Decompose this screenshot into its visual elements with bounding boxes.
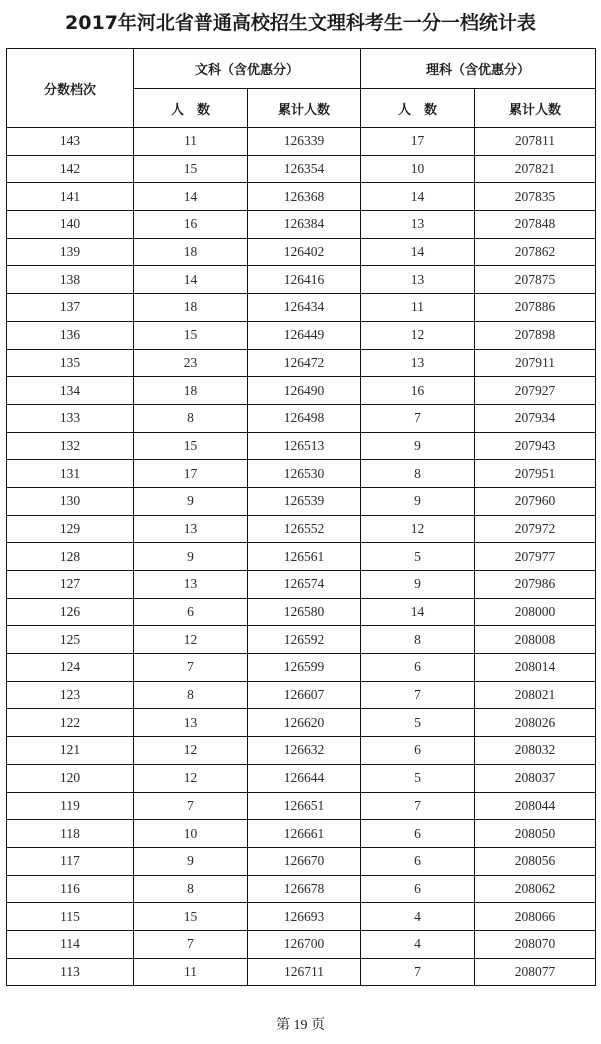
document-title: 2017年河北省普通高校招生文理科考生一分一档统计表: [65, 12, 536, 34]
science-count-cell: 12: [361, 321, 475, 349]
science-count-cell: 6: [361, 847, 475, 875]
science-cumulative-cell: 208014: [475, 654, 596, 682]
arts-cumulative-cell: 126580: [248, 598, 361, 626]
science-cumulative-cell: 207960: [475, 487, 596, 515]
score-cell: 141: [7, 183, 134, 211]
science-cumulative-cell: 207934: [475, 404, 596, 432]
science-cumulative-cell: 207875: [475, 266, 596, 294]
science-cumulative-cell: 208062: [475, 875, 596, 903]
table-row: [7, 709, 596, 737]
table-row: [7, 460, 596, 488]
arts-cumulative-cell: 126711: [248, 958, 361, 986]
table-row: [7, 571, 596, 599]
table-row: [7, 543, 596, 571]
table-row: [7, 128, 596, 156]
score-cell: 131: [7, 460, 134, 488]
score-cell: 114: [7, 930, 134, 958]
science-count-cell: 6: [361, 875, 475, 903]
score-cell: 125: [7, 626, 134, 654]
header-score-band: 分数档次: [7, 49, 134, 128]
arts-cumulative-cell: 126651: [248, 792, 361, 820]
science-cumulative-cell: 208032: [475, 737, 596, 765]
table-row: [7, 820, 596, 848]
table-row: [7, 377, 596, 405]
science-count-cell: 5: [361, 543, 475, 571]
score-cell: 134: [7, 377, 134, 405]
science-count-cell: 13: [361, 349, 475, 377]
science-count-cell: 6: [361, 737, 475, 765]
arts-count-cell: 15: [134, 903, 248, 931]
science-cumulative-cell: 208050: [475, 820, 596, 848]
arts-count-cell: 13: [134, 515, 248, 543]
arts-cumulative-cell: 126599: [248, 654, 361, 682]
arts-count-cell: 6: [134, 598, 248, 626]
header-arts-count: 人 数: [134, 89, 248, 128]
arts-cumulative-cell: 126449: [248, 321, 361, 349]
score-cell: 128: [7, 543, 134, 571]
table-row: [7, 294, 596, 322]
science-cumulative-cell: 208008: [475, 626, 596, 654]
arts-cumulative-cell: 126539: [248, 487, 361, 515]
arts-cumulative-cell: 126384: [248, 211, 361, 239]
score-cell: 143: [7, 128, 134, 156]
science-count-cell: 7: [361, 404, 475, 432]
science-cumulative-cell: 207811: [475, 128, 596, 156]
score-cell: 121: [7, 737, 134, 765]
table-row: [7, 875, 596, 903]
arts-count-cell: 9: [134, 847, 248, 875]
table-row: [7, 487, 596, 515]
score-cell: 118: [7, 820, 134, 848]
table-row: [7, 598, 596, 626]
science-count-cell: 17: [361, 128, 475, 156]
table-row: [7, 681, 596, 709]
science-count-cell: 8: [361, 460, 475, 488]
arts-count-cell: 18: [134, 377, 248, 405]
table-row: [7, 515, 596, 543]
table-row: [7, 930, 596, 958]
arts-cumulative-cell: 126574: [248, 571, 361, 599]
arts-cumulative-cell: 126402: [248, 238, 361, 266]
score-cell: 116: [7, 875, 134, 903]
arts-count-cell: 9: [134, 487, 248, 515]
science-count-cell: 8: [361, 626, 475, 654]
arts-count-cell: 10: [134, 820, 248, 848]
arts-cumulative-cell: 126530: [248, 460, 361, 488]
table-row: [7, 847, 596, 875]
arts-count-cell: 12: [134, 764, 248, 792]
header-liberal-arts: 文科（含优惠分）: [134, 49, 361, 89]
arts-cumulative-cell: 126552: [248, 515, 361, 543]
table-row: [7, 958, 596, 986]
science-cumulative-cell: 207848: [475, 211, 596, 239]
score-cell: 122: [7, 709, 134, 737]
arts-count-cell: 17: [134, 460, 248, 488]
arts-count-cell: 15: [134, 321, 248, 349]
arts-count-cell: 23: [134, 349, 248, 377]
science-count-cell: 13: [361, 266, 475, 294]
science-count-cell: 14: [361, 238, 475, 266]
table-row: [7, 626, 596, 654]
science-cumulative-cell: 208026: [475, 709, 596, 737]
table-row: [7, 266, 596, 294]
score-cell: 139: [7, 238, 134, 266]
table-row: [7, 211, 596, 239]
science-count-cell: 5: [361, 709, 475, 737]
science-cumulative-cell: 207886: [475, 294, 596, 322]
science-count-cell: 4: [361, 930, 475, 958]
science-count-cell: 12: [361, 515, 475, 543]
science-cumulative-cell: 208044: [475, 792, 596, 820]
arts-cumulative-cell: 126354: [248, 155, 361, 183]
score-cell: 135: [7, 349, 134, 377]
science-count-cell: 5: [361, 764, 475, 792]
score-cell: 130: [7, 487, 134, 515]
score-cell: 138: [7, 266, 134, 294]
science-cumulative-cell: 208056: [475, 847, 596, 875]
arts-cumulative-cell: 126339: [248, 128, 361, 156]
science-count-cell: 10: [361, 155, 475, 183]
science-count-cell: 7: [361, 958, 475, 986]
arts-cumulative-cell: 126632: [248, 737, 361, 765]
score-cell: 137: [7, 294, 134, 322]
science-cumulative-cell: 208077: [475, 958, 596, 986]
science-count-cell: 16: [361, 377, 475, 405]
science-cumulative-cell: 208037: [475, 764, 596, 792]
arts-cumulative-cell: 126561: [248, 543, 361, 571]
arts-count-cell: 16: [134, 211, 248, 239]
arts-count-cell: 12: [134, 737, 248, 765]
arts-count-cell: 9: [134, 543, 248, 571]
arts-count-cell: 12: [134, 626, 248, 654]
score-cell: 117: [7, 847, 134, 875]
arts-count-cell: 8: [134, 875, 248, 903]
arts-cumulative-cell: 126607: [248, 681, 361, 709]
score-cell: 136: [7, 321, 134, 349]
arts-cumulative-cell: 126661: [248, 820, 361, 848]
science-cumulative-cell: 208000: [475, 598, 596, 626]
table-row: [7, 764, 596, 792]
score-cell: 113: [7, 958, 134, 986]
arts-count-cell: 15: [134, 432, 248, 460]
science-cumulative-cell: 207927: [475, 377, 596, 405]
arts-count-cell: 7: [134, 654, 248, 682]
science-cumulative-cell: 207943: [475, 432, 596, 460]
science-cumulative-cell: 208021: [475, 681, 596, 709]
arts-count-cell: 11: [134, 128, 248, 156]
science-count-cell: 9: [361, 432, 475, 460]
score-distribution-table: [6, 48, 596, 986]
score-cell: 129: [7, 515, 134, 543]
science-count-cell: 14: [361, 598, 475, 626]
science-cumulative-cell: 207835: [475, 183, 596, 211]
science-count-cell: 6: [361, 820, 475, 848]
arts-count-cell: 14: [134, 183, 248, 211]
table-row: [7, 321, 596, 349]
score-cell: 123: [7, 681, 134, 709]
score-cell: 126: [7, 598, 134, 626]
table-row: [7, 155, 596, 183]
arts-cumulative-cell: 126620: [248, 709, 361, 737]
table-row: [7, 903, 596, 931]
arts-count-cell: 7: [134, 930, 248, 958]
science-cumulative-cell: 208070: [475, 930, 596, 958]
arts-cumulative-cell: 126513: [248, 432, 361, 460]
science-count-cell: 6: [361, 654, 475, 682]
score-cell: 132: [7, 432, 134, 460]
science-count-cell: 4: [361, 903, 475, 931]
header-science-count: 人 数: [361, 89, 475, 128]
arts-cumulative-cell: 126368: [248, 183, 361, 211]
arts-cumulative-cell: 126490: [248, 377, 361, 405]
table-row: [7, 654, 596, 682]
arts-cumulative-cell: 126434: [248, 294, 361, 322]
arts-count-cell: 8: [134, 681, 248, 709]
arts-count-cell: 18: [134, 238, 248, 266]
arts-cumulative-cell: 126644: [248, 764, 361, 792]
science-count-cell: 11: [361, 294, 475, 322]
score-cell: 124: [7, 654, 134, 682]
arts-count-cell: 18: [134, 294, 248, 322]
arts-cumulative-cell: 126472: [248, 349, 361, 377]
arts-cumulative-cell: 126670: [248, 847, 361, 875]
table-row: [7, 432, 596, 460]
science-cumulative-cell: 207911: [475, 349, 596, 377]
score-cell: 115: [7, 903, 134, 931]
science-count-cell: 13: [361, 211, 475, 239]
header-science-cumulative: 累计人数: [475, 89, 596, 128]
science-cumulative-cell: 208066: [475, 903, 596, 931]
science-cumulative-cell: 207821: [475, 155, 596, 183]
table-row: [7, 737, 596, 765]
table-row: [7, 349, 596, 377]
science-cumulative-cell: 207977: [475, 543, 596, 571]
score-cell: 127: [7, 571, 134, 599]
score-cell: 142: [7, 155, 134, 183]
arts-count-cell: 14: [134, 266, 248, 294]
arts-count-cell: 7: [134, 792, 248, 820]
science-cumulative-cell: 207898: [475, 321, 596, 349]
science-count-cell: 7: [361, 792, 475, 820]
arts-count-cell: 13: [134, 709, 248, 737]
page-number: 第 19 页: [276, 1018, 325, 1033]
science-count-cell: 14: [361, 183, 475, 211]
arts-count-cell: 8: [134, 404, 248, 432]
arts-count-cell: 15: [134, 155, 248, 183]
science-count-cell: 9: [361, 571, 475, 599]
table-row: [7, 404, 596, 432]
arts-cumulative-cell: 126678: [248, 875, 361, 903]
science-cumulative-cell: 207951: [475, 460, 596, 488]
arts-cumulative-cell: 126498: [248, 404, 361, 432]
header-arts-cumulative: 累计人数: [248, 89, 361, 128]
science-cumulative-cell: 207986: [475, 571, 596, 599]
arts-cumulative-cell: 126700: [248, 930, 361, 958]
header-science: 理科（含优惠分）: [361, 49, 596, 89]
table-row: [7, 183, 596, 211]
score-cell: 140: [7, 211, 134, 239]
arts-count-cell: 13: [134, 571, 248, 599]
science-cumulative-cell: 207972: [475, 515, 596, 543]
arts-cumulative-cell: 126592: [248, 626, 361, 654]
score-cell: 133: [7, 404, 134, 432]
arts-cumulative-cell: 126693: [248, 903, 361, 931]
table-row: [7, 792, 596, 820]
science-cumulative-cell: 207862: [475, 238, 596, 266]
table-row: [7, 238, 596, 266]
score-cell: 119: [7, 792, 134, 820]
science-count-cell: 7: [361, 681, 475, 709]
score-cell: 120: [7, 764, 134, 792]
arts-count-cell: 11: [134, 958, 248, 986]
arts-cumulative-cell: 126416: [248, 266, 361, 294]
science-count-cell: 9: [361, 487, 475, 515]
